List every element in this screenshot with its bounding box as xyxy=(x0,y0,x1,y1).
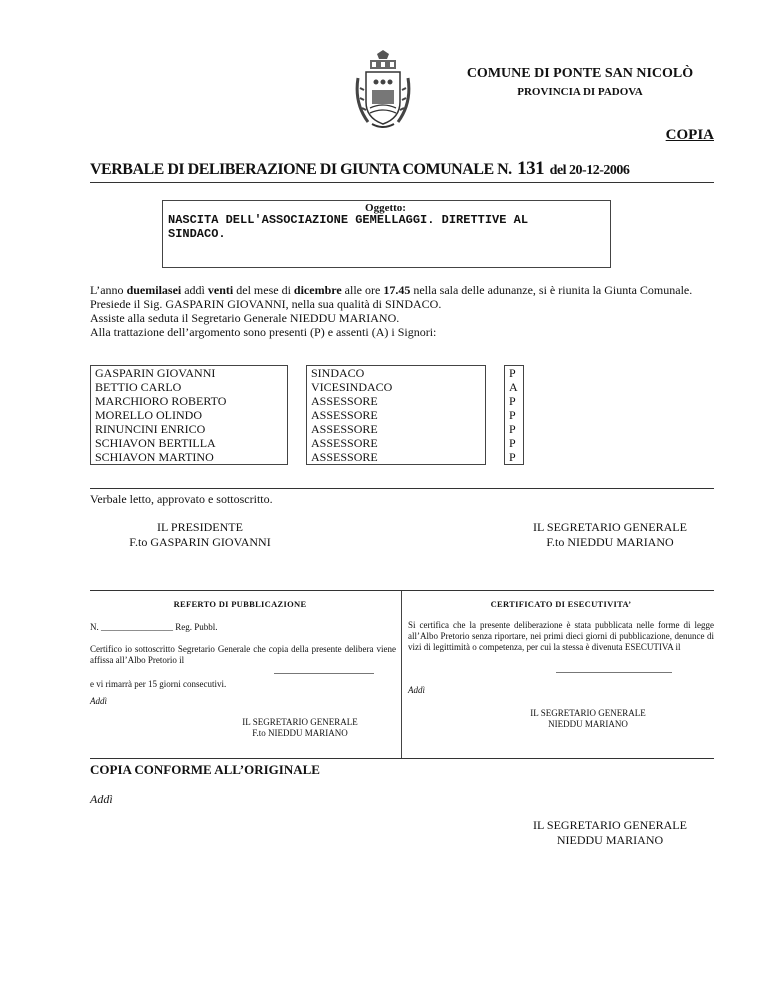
page-title xyxy=(90,158,714,180)
intro-text xyxy=(90,283,714,339)
table-row: SINDACO xyxy=(311,366,365,380)
table-row: GASPARIN GIOVANNI xyxy=(95,366,216,380)
provincia-name: PROVINCIA DI PADOVA xyxy=(517,86,643,98)
table-row: ASSESSORE xyxy=(311,436,378,450)
oggetto-line-2: SINDACO. xyxy=(168,227,226,241)
presenti-line: Alla trattazione dell’argomento sono presenti (P) e assenti (A) i Signori: xyxy=(90,325,437,339)
table-row: ASSESSORE xyxy=(311,422,378,436)
table-row: P xyxy=(509,366,516,380)
table-row: ASSESSORE xyxy=(311,450,378,464)
certificato-title: CERTIFICATO DI ESECUTIVITA’ xyxy=(490,599,632,609)
referto-certifico: Certifico io sottoscritto Segretario Generale che copia della presente delibera viene affissa all’Albo Pretorio il xyxy=(90,644,396,665)
copia-label: COPIA xyxy=(665,127,714,143)
conforme-addi: Addì xyxy=(90,792,113,806)
title-prefix: VERBALE DI DELIBERAZIONE DI GIUNTA COMUNALE N. xyxy=(90,161,512,178)
table-row: A xyxy=(509,380,518,394)
segretario-signature: IL SEGRETARIO GENERALE F.to NIEDDU MARIANO xyxy=(533,520,687,549)
referto-title: REFERTO DI PUBBLICAZIONE xyxy=(173,599,307,609)
table-row: ASSESSORE xyxy=(311,394,378,408)
referto-date-line xyxy=(274,673,374,674)
members-role-column xyxy=(307,366,486,465)
divider xyxy=(90,590,714,591)
table-row: BETTIO CARLO xyxy=(95,380,182,394)
oggetto-label: Oggetto: xyxy=(365,202,406,214)
oggetto-line-1: NASCITA DELL'ASSOCIAZIONE GEMELLAGGI. DIRETTIVE AL xyxy=(168,213,529,227)
certificato-date-line xyxy=(556,672,672,673)
presidente-signature: IL PRESIDENTE F.to GASPARIN GIOVANNI xyxy=(129,520,271,549)
oggetto-text xyxy=(168,213,608,241)
certificato-signature: IL SEGRETARIO GENERALE NIEDDU MARIANO xyxy=(530,708,646,729)
members-status-column xyxy=(505,366,524,465)
intro-paragraph: L’anno duemilasei addì venti del mese di dicembre alle ore 17.45 nella sala delle adunanze, si è riunita la Giunta Comunale. xyxy=(90,283,693,297)
table-row: ASSESSORE xyxy=(311,408,378,422)
table-row: P xyxy=(509,422,516,436)
divider xyxy=(90,758,714,759)
table-row: SCHIAVON MARTINO xyxy=(95,450,214,464)
table-row: SCHIAVON BERTILLA xyxy=(95,436,216,450)
certificato-addi: Addì xyxy=(408,685,425,695)
table-row: P xyxy=(509,450,516,464)
conforme-signature: IL SEGRETARIO GENERALE NIEDDU MARIANO xyxy=(533,818,687,847)
deliberation-number: 131 xyxy=(517,158,545,179)
referto-rimarra: e vi rimarrà per 15 giorni consecutivi. xyxy=(90,679,227,689)
table-row: RINUNCINI ENRICO xyxy=(95,422,206,436)
presiede-line: Presiede il Sig. GASPARIN GIOVANNI, nella sua qualità di SINDACO. xyxy=(90,297,442,311)
members-table xyxy=(90,365,524,465)
deliberation-date: del 20-12-2006 xyxy=(549,163,630,178)
referto-addi: Addì xyxy=(90,696,107,706)
divider xyxy=(90,182,714,183)
members-name-column xyxy=(91,366,288,465)
comune-name: COMUNE DI PONTE SAN NICOLÒ xyxy=(466,66,694,81)
conforme-title: COPIA CONFORME ALL’ORIGINALE xyxy=(90,762,320,777)
table-row: P xyxy=(509,394,516,408)
table-row: MORELLO OLINDO xyxy=(95,408,202,422)
referto-signature: IL SEGRETARIO GENERALE F.to NIEDDU MARIANO xyxy=(242,717,358,738)
certificato-text: Si certifica che la presente deliberazione è stata pubblicata nelle forme di legge all’Albo Pretorio senza riportare, nei primi dieci giorni di pubblicazione, denunce di vizi di legittimità o competenza, per cui la stessa è divenuta ESECUTIVA il xyxy=(408,620,714,652)
divider xyxy=(90,488,714,489)
table-row: MARCHIORO ROBERTO xyxy=(95,394,227,408)
approvato-text: Verbale letto, approvato e sottoscritto. xyxy=(90,492,273,506)
referto-reg-number: N. ________________ Reg. Pubbl. xyxy=(90,622,218,632)
table-row: P xyxy=(509,408,516,422)
table-row: VICESINDACO xyxy=(311,380,393,394)
column-divider xyxy=(401,591,402,758)
table-row: P xyxy=(509,436,516,450)
assiste-line: Assiste alla seduta il Segretario Generale NIEDDU MARIANO. xyxy=(90,311,400,325)
municipal-crest-icon xyxy=(352,48,414,132)
